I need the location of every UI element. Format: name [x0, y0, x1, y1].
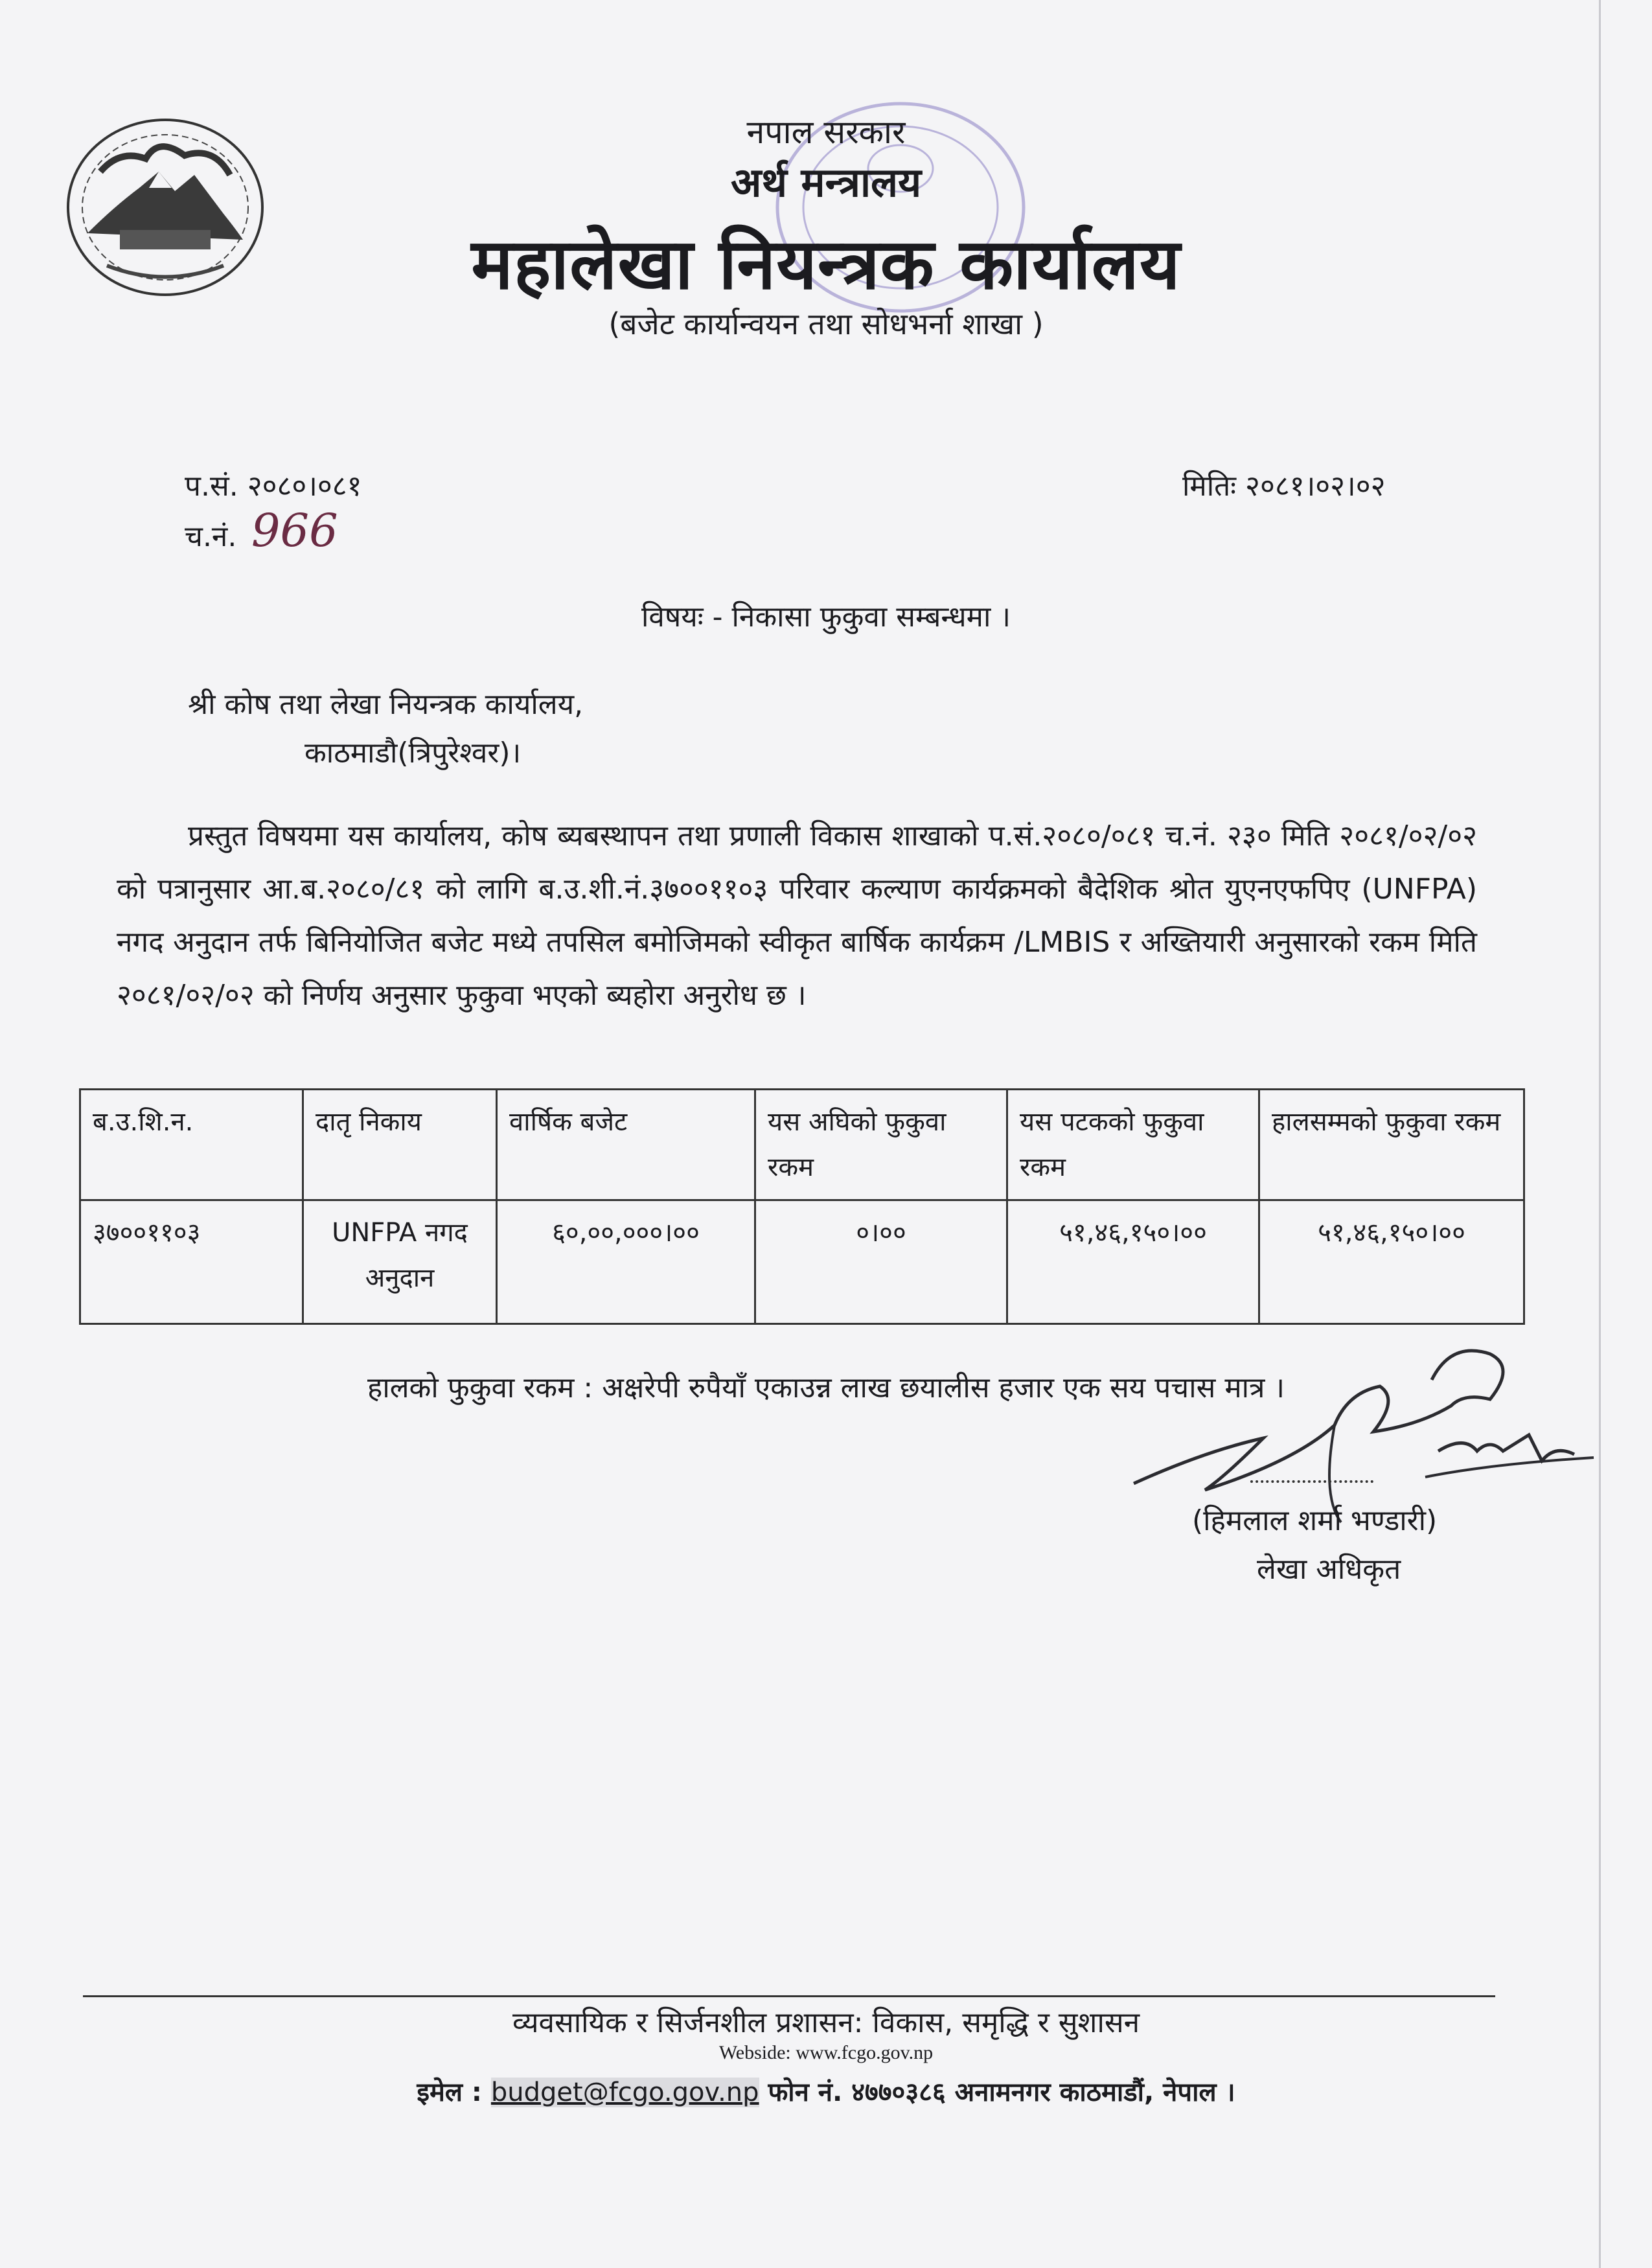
cell-annual-budget: ६०,००,०००।०० [497, 1200, 755, 1324]
footer-divider [83, 1995, 1495, 1997]
email-link[interactable]: budget@fcgo.gov.np [490, 2078, 759, 2107]
table-row [80, 1200, 1524, 1324]
reference-number: प.सं. २०८०।०८१ [185, 470, 362, 503]
addressee-line-2: काठमाडौ(त्रिपुरेश्वर)। [304, 737, 522, 770]
addressee-line-1: श्री कोष तथा लेखा नियन्त्रक कार्यालय, [188, 688, 584, 721]
signer-name: (हिमलाल शर्मा भण्डारी) [1192, 1504, 1438, 1537]
header-budget-code: ब.उ.शि.न. [80, 1090, 303, 1200]
email-label: इमेल : [417, 2078, 482, 2107]
branch-title: (बजेट कार्यान्वयन तथा सोधभर्ना शाखा ) [608, 306, 1044, 341]
header-donor: दातृ निकाय [303, 1090, 497, 1200]
government-title: नपाल सरकार [746, 113, 906, 151]
footer-website: Webside: www.fcgo.gov.np [718, 2042, 934, 2063]
header-previous-release: यस अघिको फुकुवा रकम [755, 1090, 1007, 1200]
header-current-release: यस पटकको फुकुवा रकम [1007, 1090, 1259, 1200]
cell-budget-code: ३७००११०३ [80, 1200, 303, 1324]
footer-motto: व्यवसायिक र सिर्जनशील प्रशासन: विकास, समृद्धि र सुशासन [512, 2006, 1140, 2039]
release-table [79, 1088, 1525, 1325]
footer-contact [0, 2073, 1652, 2109]
cell-total-release: ५१,४६,१५०।०० [1259, 1200, 1524, 1324]
office-title: महालेखा नियन्त्रक कार्यालय [471, 224, 1181, 305]
header-total-release: हालसम्मको फुकुवा रकम [1259, 1090, 1524, 1200]
signature-line [1250, 1480, 1373, 1483]
letter-body-text: प्रस्तुत विषयमा यस कार्यालय, कोष ब्यबस्थापन तथा प्रणाली विकास शाखाको प.सं.२०८०/०८१ च.नं. २३० मिति २०८१/०२/०२ को पत्रानुसार आ.ब.२०८०/८१ को लागि ब.उ.शी.नं.३७००११०३ परिवार कल्याण कार्यक्रमको बैदेशिक श्रोत युएनएफपिए (UNFPA) नगद अनुदान तर्फ बिनियोजित बजेट मध्ये तपसिल बमोजिमको स्वीकृत बार्षिक कार्यक्रम /LMBIS र अख्तियारी अनुसारको रकम मिति २०८१/०२/०२ को निर्णय अनुसार फुकुवा भएको ब्यहोरा अनुरोध छ । [117, 819, 1477, 1012]
signer-designation: लेखा अधिकृत [1257, 1553, 1401, 1586]
table-header-row [80, 1090, 1524, 1200]
cell-previous-release: ०।०० [755, 1200, 1007, 1324]
amount-in-words: हालको फुकुवा रकम : अक्षरेपी रुपैयाँ एकाउन्न लाख छयालीस हजार एक सय पचास मात्र । [367, 1371, 1285, 1404]
header-annual-budget: वार्षिक बजेट [497, 1090, 755, 1200]
letter-subject: विषयः - निकासा फुकुवा सम्बन्धमा । [641, 601, 1011, 634]
dispatch-number-label: च.नं. [185, 520, 237, 553]
cell-current-release: ५१,४६,१५०।०० [1007, 1200, 1259, 1324]
letter-date: मितिः २०८१।०२।०२ [1182, 470, 1386, 503]
cell-donor: UNFPA नगद अनुदान [303, 1200, 497, 1324]
letter-body [117, 810, 1477, 1022]
dispatch-number-handwritten: 966 [251, 504, 338, 557]
ministry-title: अर्थ मन्त्रालय [730, 159, 922, 206]
phone-address: फोन नं. ४७७०३८६ अनामनगर काठमाडौं, नेपाल । [768, 2078, 1235, 2107]
